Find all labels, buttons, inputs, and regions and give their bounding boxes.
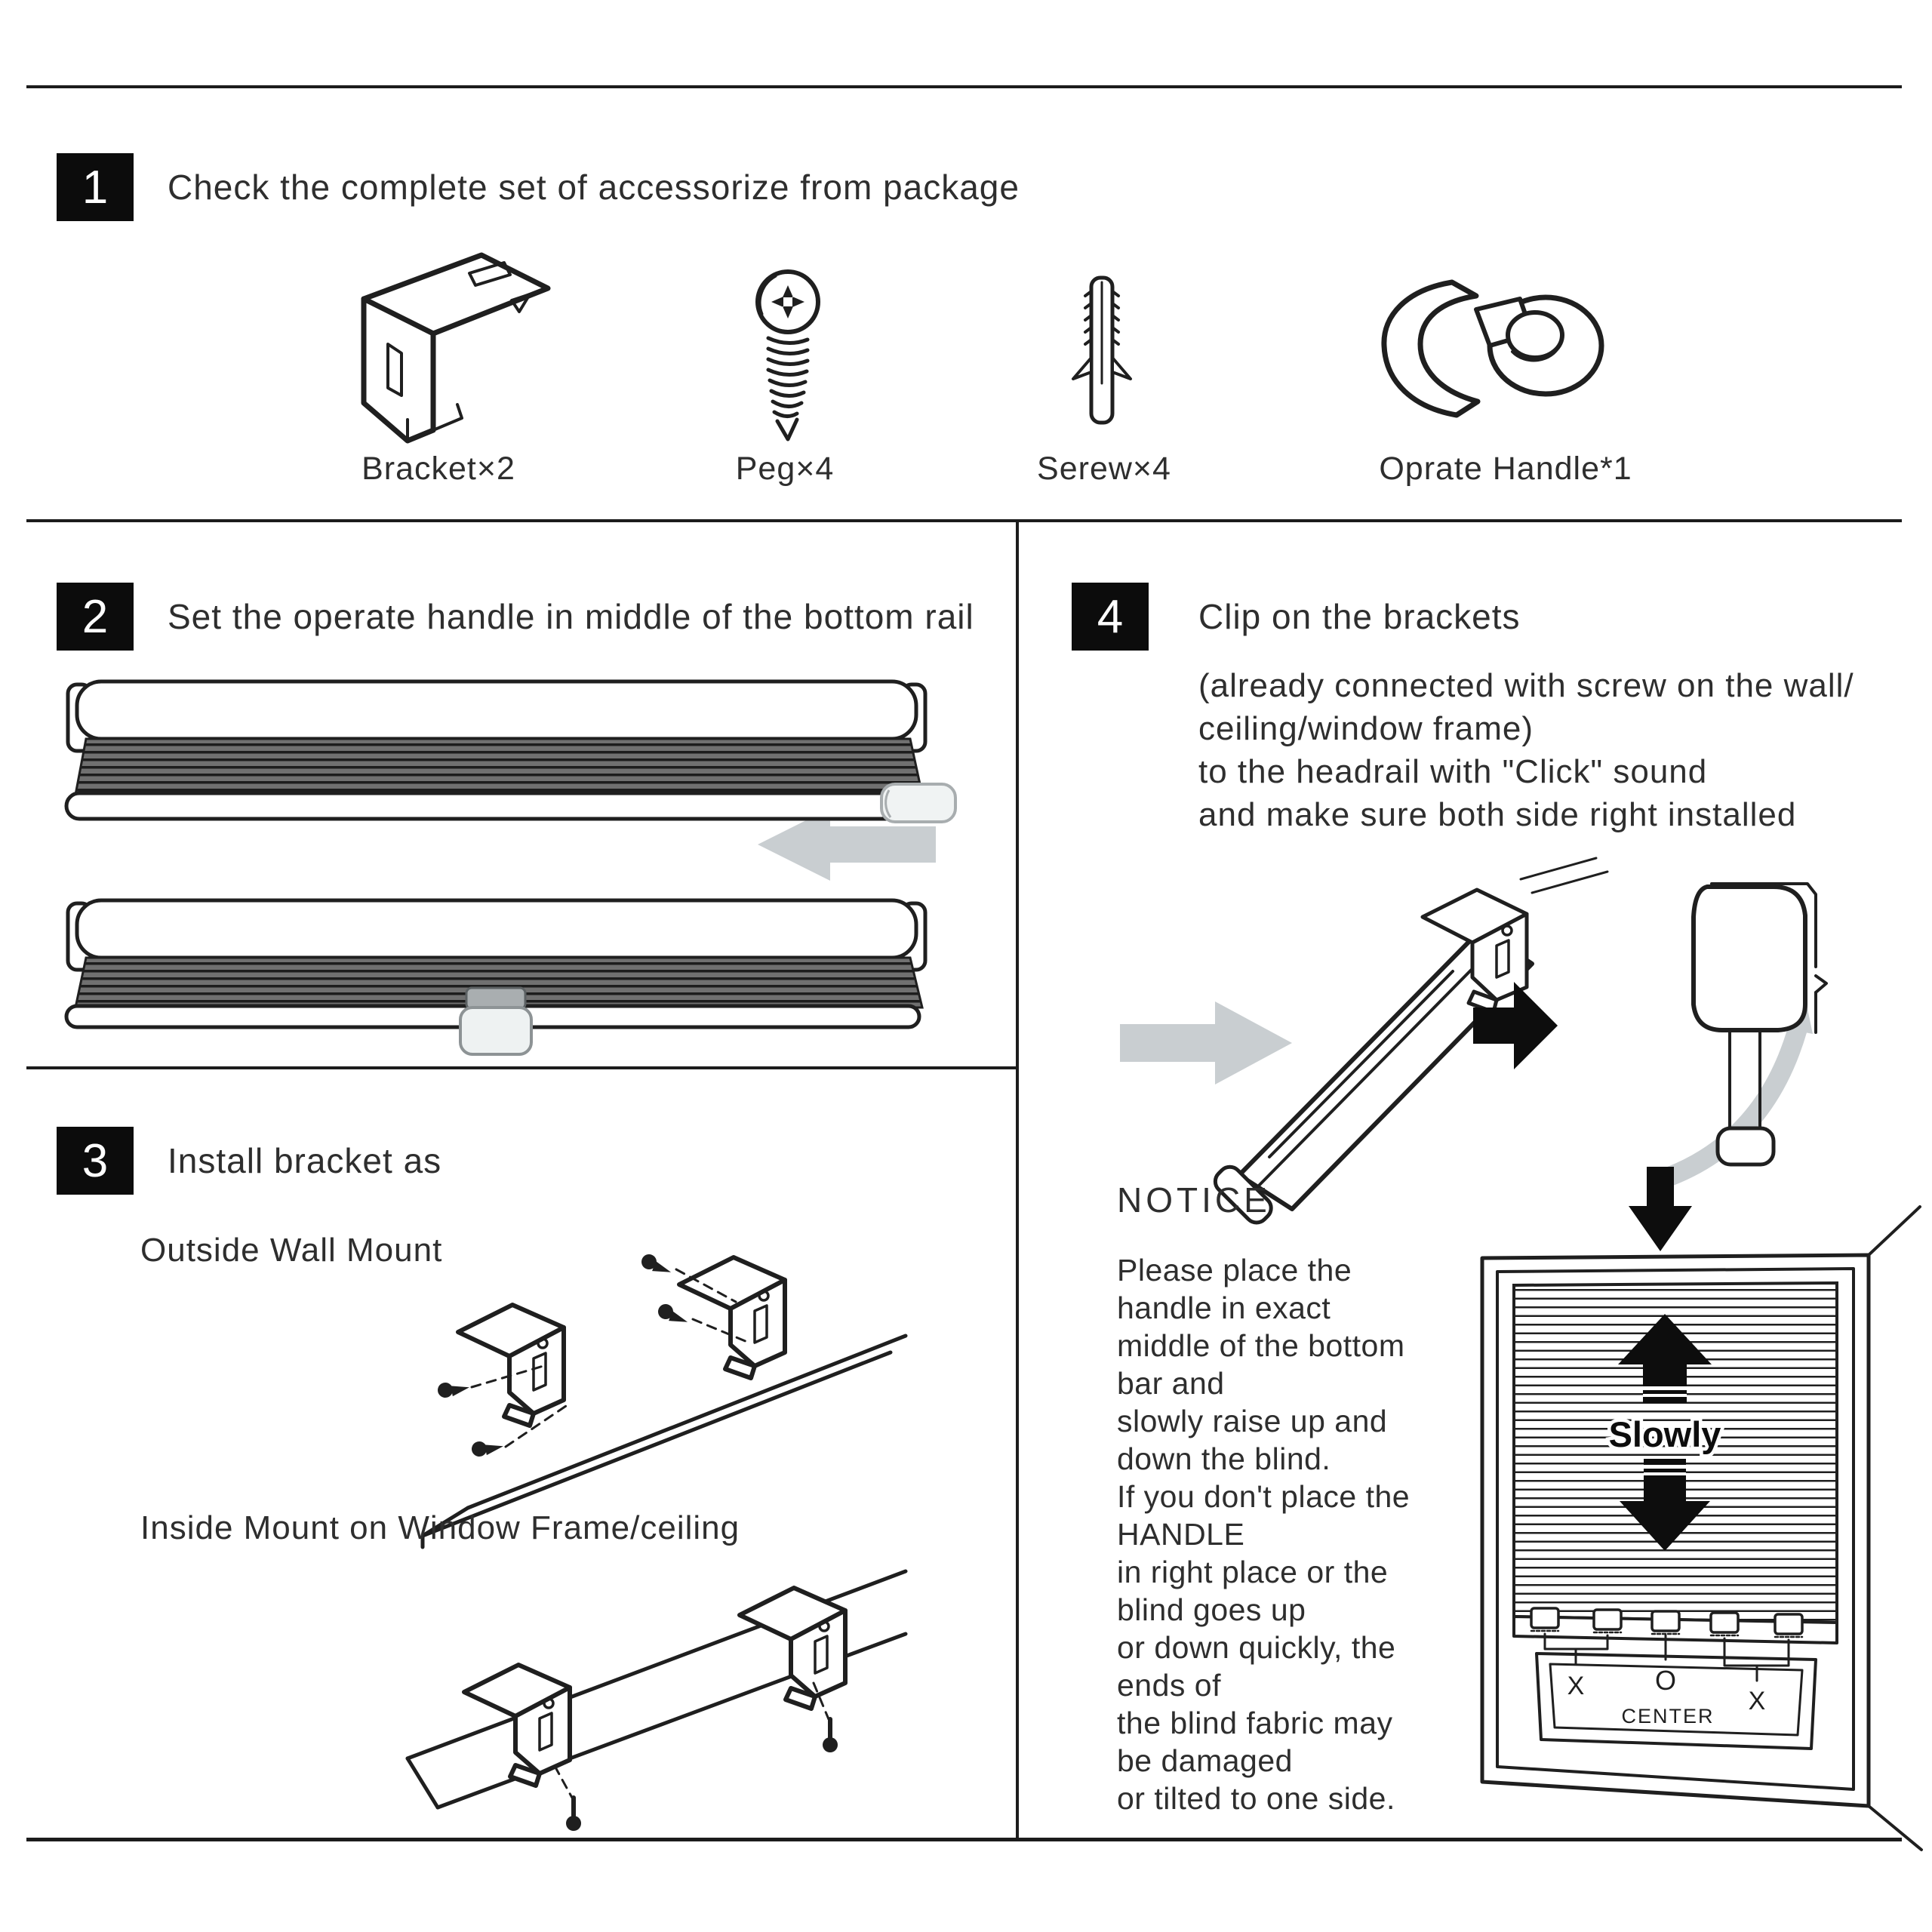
window-blind-illustration [1470,1202,1932,1853]
notice-line: down the blind. [1117,1441,1331,1476]
notice-line: in right place or the [1117,1555,1389,1589]
outside-mount-label: Outside Wall Mount [140,1232,443,1269]
step4-number: 4 [1097,590,1124,643]
notice-line: blind goes up [1117,1592,1306,1627]
notice-line: the blind fabric may [1117,1706,1393,1740]
peg-screw-icon [731,266,848,445]
notice-line: HANDLE [1117,1517,1245,1552]
blind-handle-centered [460,988,531,1054]
step4-description [1198,664,1854,836]
bracket-side-view-illustration [1653,878,1834,1189]
peg-label: Peg×4 [735,451,835,487]
bracket-icon [317,240,558,445]
step2-title: Set the operate handle in middle of the bottom rail [168,597,974,636]
notice-line: slowly raise up and [1117,1404,1388,1438]
notice-line: or down quickly, the [1117,1630,1396,1665]
next-step-arrow-icon [1473,976,1558,1075]
inside-mount-label: Inside Mount on Window Frame/ceiling [140,1509,740,1546]
bracket-label: Bracket×2 [361,451,515,487]
top-rule [26,85,1902,88]
step4-number-badge [1072,583,1149,651]
center-label: CENTER [1621,1705,1715,1727]
step4-desc-line: ceiling/window frame) [1198,710,1534,747]
notice-line: ends of [1117,1668,1221,1703]
right-x-mark: X [1748,1687,1766,1715]
step2-number: 2 [82,590,109,643]
notice-line: be damaged [1117,1743,1293,1778]
step2-number-badge [57,583,134,651]
serew-label: Serew×4 [1037,451,1171,487]
step4-desc-line: (already connected with screw on the wall/ [1198,667,1854,704]
slowly-label: Slowly [1608,1414,1721,1454]
step4-desc-line: to the headrail with "Click" sound [1198,753,1708,790]
wall-anchor-icon [1063,269,1142,441]
blind-handle-at-end-illustration [53,675,958,879]
left-x-mark: X [1567,1672,1585,1700]
blind-handle-centered-illustration [53,894,958,1068]
step1-title: Check the complete set of accessorize from package [168,168,1020,207]
step1-number-badge [57,153,134,221]
notice-heading: NOTICE [1117,1180,1271,1220]
notice-line: Please place the [1117,1253,1352,1287]
step4-desc-line: and make sure both side right installed [1198,796,1797,833]
step1-number: 1 [82,161,109,214]
step3-number-badge [57,1127,134,1195]
operate-handle-icon [1363,263,1616,430]
step3-title: Install bracket as [168,1141,442,1180]
push-right-arrow-icon [1120,1001,1292,1084]
column-divider [1016,519,1019,1841]
oprate-handle-label: Oprate Handle*1 [1379,451,1632,487]
step3-number: 3 [82,1134,109,1187]
notice-line: If you don't place the [1117,1479,1411,1514]
outside-wall-mount-illustration [325,1223,906,1547]
blind-handle-end [881,784,955,822]
center-o-mark: O [1654,1665,1677,1696]
notice-line: handle in exact [1117,1291,1331,1325]
notice-text [1117,1251,1410,1817]
notice-line: or tilted to one side. [1117,1781,1395,1816]
notice-line: middle of the bottom [1117,1328,1405,1363]
inside-mount-illustration [325,1547,906,1838]
step4-title: Clip on the brackets [1198,597,1521,636]
notice-line: bar and [1117,1366,1225,1401]
section-rule [26,519,1902,522]
